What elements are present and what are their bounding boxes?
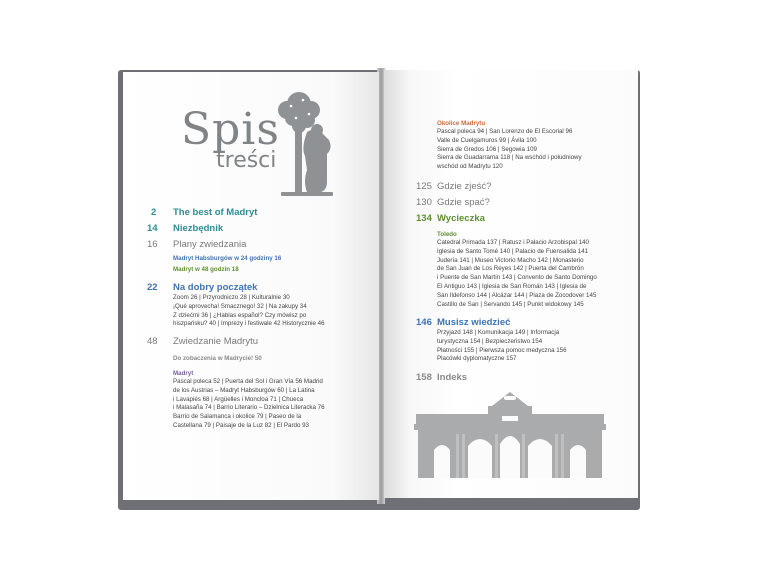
toc-entry-label: Niezbędnik xyxy=(173,223,224,234)
toc-entry-num: 158 xyxy=(416,372,432,383)
toc-entry-label: Wycieczka xyxy=(437,213,485,224)
toc-entry-num: 14 xyxy=(147,223,158,234)
toc-line: Valle de Cuelgamuros 99 | Ávila 100 xyxy=(437,136,537,144)
toc-line: hiszpańsku? 40 | Imprezy i festiwale 42 Historycznie 46 xyxy=(173,320,325,328)
toc-entry-label: Gdzie zjeść? xyxy=(437,181,492,192)
toc-line: i Puente de San Martín 143 | Convento de Santo Domingo xyxy=(437,274,597,282)
toc-subentry: Do zobaczenia w Madrycie! 50 xyxy=(173,355,262,362)
toc-line: Sierra de Gredos 106 | Segowia 109 xyxy=(437,145,537,153)
toc-entry-num: 146 xyxy=(416,317,432,328)
toc-entry-label: The best of Madryt xyxy=(173,207,258,218)
toc-line: Przyjazd 148 | Komunikacja 149 | Informacja xyxy=(437,329,560,336)
toc-entry-num: 22 xyxy=(147,282,158,293)
toc-entry-num: 2 xyxy=(151,207,157,218)
toc-line: Pascal poleca 52 | Puerta del Sol i Gran Vía 56 Madrid xyxy=(173,378,323,385)
toc-line: Zoom 26 | Przyrodniczo 28 | Kulturalnie 30 xyxy=(173,294,290,301)
right-page xyxy=(384,70,638,498)
toc-entry-num: 125 xyxy=(416,181,432,192)
toc-section-head: Madryt xyxy=(173,370,194,377)
toc-title-tresci: treści xyxy=(216,148,277,173)
toc-line: wschód od Madrytu 120 xyxy=(437,163,503,171)
toc-entry-num: 134 xyxy=(416,213,432,224)
toc-subentry: Madryt Habsburgów w 24 godziny 16 xyxy=(173,255,282,262)
toc-entry-label: Na dobry początek xyxy=(173,282,258,293)
toc-line: Catedral Primada 137 | Ratusz i Pałacio Arzobispal 140 xyxy=(437,239,589,246)
toc-entry-label: Indeks xyxy=(437,372,468,383)
toc-line: Castillo de San | Servando 145 | Punkt widokowy 145 xyxy=(437,300,584,308)
toc-section-head: Okolice Madrytu xyxy=(437,120,486,127)
toc-title-spis: Spis xyxy=(181,104,280,155)
toc-line: El Antiguo 143 | Iglesia de San Román 143 | Iglesia de xyxy=(437,282,587,290)
toc-text-block xyxy=(437,329,567,364)
toc-entry-label: Zwiedzanie Madrytu xyxy=(173,336,259,347)
toc-line: de los Austrias – Madryt Habsburgów 60 | La Latina xyxy=(173,386,315,394)
toc-line: Placówki dyplomatyczne 157 xyxy=(437,355,517,363)
toc-line: Płatności 155 | Pierwsza pomoc medyczna 156 xyxy=(437,346,567,354)
toc-line: ¡Qué aprovecha! Smacznego! 32 | Na zakupy 34 xyxy=(173,302,307,310)
toc-text-block xyxy=(437,128,582,172)
toc-line: Sierra de Guadarrama 118 | Na wschód i południowy xyxy=(437,154,582,162)
toc-line: Z dziećmi 36 | ¿Hablas español? Czy mówisz po xyxy=(173,311,307,319)
toc-line: Barrio de Salamanca i okolice 79 | Paseo de la xyxy=(173,413,302,421)
toc-text-block xyxy=(437,239,597,309)
toc-line: i Lavapiés 68 | Argüelles i Moncloa 71 | Chueca xyxy=(173,395,304,403)
toc-line: Pascal poleca 94 | San Lorenzo de El Escorial 96 xyxy=(437,128,573,135)
toc-line: de San Juan de Los Reyes 142 | Puerta del Cambrón xyxy=(437,265,584,273)
toc-text-block xyxy=(173,378,325,431)
left-page xyxy=(123,72,379,500)
toc-line: i Malasaña 74 | Barrio Literario – Dzielnica Literacka 76 xyxy=(173,404,325,412)
toc-line: San Ildefonso 144 | Alcázar 144 | Plaza de Zocodover 145 xyxy=(437,291,597,299)
toc-section-head: Toledo xyxy=(437,231,457,238)
toc-entry-label: Gdzie spać? xyxy=(437,197,490,208)
toc-entry-label: Musisz wiedzieć xyxy=(437,317,511,328)
toc-entry-label: Plany zwiedzania xyxy=(173,239,247,250)
toc-entry-num: 16 xyxy=(147,239,158,250)
toc-entry-num: 130 xyxy=(416,197,432,208)
toc-line: Iglesia de Santo Tomé 140 | Palacio de Fuensalida 141 xyxy=(437,247,589,255)
toc-subentry: Madryt w 48 godzin 18 xyxy=(173,266,239,273)
toc-entry-num: 48 xyxy=(147,336,158,347)
toc-line: Castellana 79 | Paisaje de la Luz 82 | El Pardo 93 xyxy=(173,421,309,429)
puerta-de-alcala-illustration xyxy=(412,388,608,480)
toc-line: turystyczna 154 | Bezpieczeństwo 154 xyxy=(437,337,543,345)
toc-text-block xyxy=(173,294,325,329)
toc-line: Judería 141 | Museo Victorio Macho 142 | Monasterio xyxy=(437,256,584,264)
